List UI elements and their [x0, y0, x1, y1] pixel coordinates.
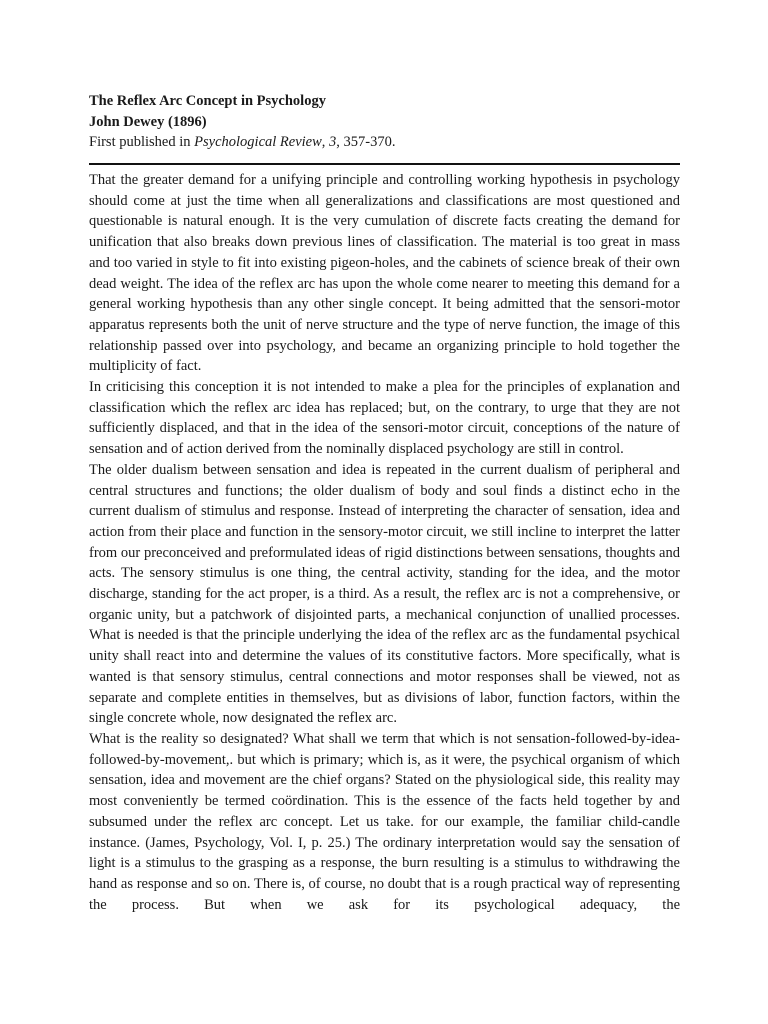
- paragraph: That the greater demand for a unifying principle and controlling working hypothesis in psychology should come at just the time when all generalizations and classifications are most questioned and questionable is natural enough. It is the very cumulation of discrete facts creating the demand for unification that also breaks down previous lines of classification. The material is too great in mass and too varied in style to fit into existing pigeon-holes, and the cabinets of science break of their own dead weight. The idea of the reflex arc has upon the whole come nearer to meeting this demand for a general working hypothesis than any other single concept. It being admitted that the sensori-motor apparatus represents both the unit of nerve structure and the type of nerve function, the image of this relationship passed over into psychology, and became an organizing principle to hold together the multiplicity of fact.: [89, 172, 680, 375]
- header-divider: [89, 163, 680, 165]
- document-title: The Reflex Arc Concept in Psychology: [89, 93, 326, 109]
- paragraph: The older dualism between sensation and idea is repeated in the current dualism of peripheral and central structures and functions; the older dualism of body and soul finds a distinct echo in the current dualism of stimulus and response. Instead of interpreting the character of sensation, idea and action from their place and function in the sensory-motor circuit, we still incline to interpret the latter from our preconceived and preformulated ideas of rigid distinctions between sensations, thoughts and acts. The sensory stimulus is one thing, the central activity, standing for the idea, and the motor discharge, standing for the act proper, is a third. As a result, the reflex arc is not a comprehensive, or organic unity, but a patchwork of disjointed parts, a mechanical conjunction of unallied processes. What is needed is that the principle underlying the idea of the reflex arc as the fundamental psychical unity shall react into and determine the values of its constitutive factors. More specifically, what is wanted is that sensory stimulus, central connections and motor responses shall be viewed, not as separate and complete entities in themselves, but as divisions of labor, function factors, within the single concrete whole, now designated the reflex arc.: [89, 461, 680, 727]
- paragraph: In criticising this conception it is not intended to make a plea for the principles of explanation and classification which the reflex arc idea has replaced; but, on the contrary, to urge that they are not sufficiently displaced, and that in the idea of the sensori-motor circuit, conceptions of the nature of sensation and of action derived from the nominally displaced psychology are still in control.: [89, 379, 680, 458]
- publication-citation: [89, 132, 681, 153]
- paragraph: What is the reality so designated? What shall we term that which is not sensation-followed-by-idea-followed-by-movement,. but which is primary; which is, as it were, the psychical organism of which sensation, idea and movement are the chief organs? Stated on the physiological side, this reality may most conveniently be termed coördination. This is the essence of the facts held together by and subsumed under the reflex arc concept. Let us take. for our example, the familiar child-candle instance. (James, Psychology, Vol. I, p. 25.) The ordinary interpretation would say the sensation of light is a stimulus to the grasping as a response, the burn resulting is a stimulus to withdrawing the hand as response and so on. There is, of course, no doubt that is a rough practical way of representing the process. But when we ask for its psychological adequacy, the: [89, 730, 680, 913]
- document-header: [89, 91, 681, 153]
- document-body: [89, 170, 680, 915]
- citation-pages: , 357-370.: [336, 134, 396, 150]
- citation-volume: 3: [329, 134, 337, 150]
- document-author: John Dewey (1896): [89, 113, 207, 130]
- citation-volume-separator: ,: [321, 134, 330, 150]
- citation-journal: Psychological Review: [194, 134, 322, 150]
- citation-prefix: First published in: [89, 134, 195, 150]
